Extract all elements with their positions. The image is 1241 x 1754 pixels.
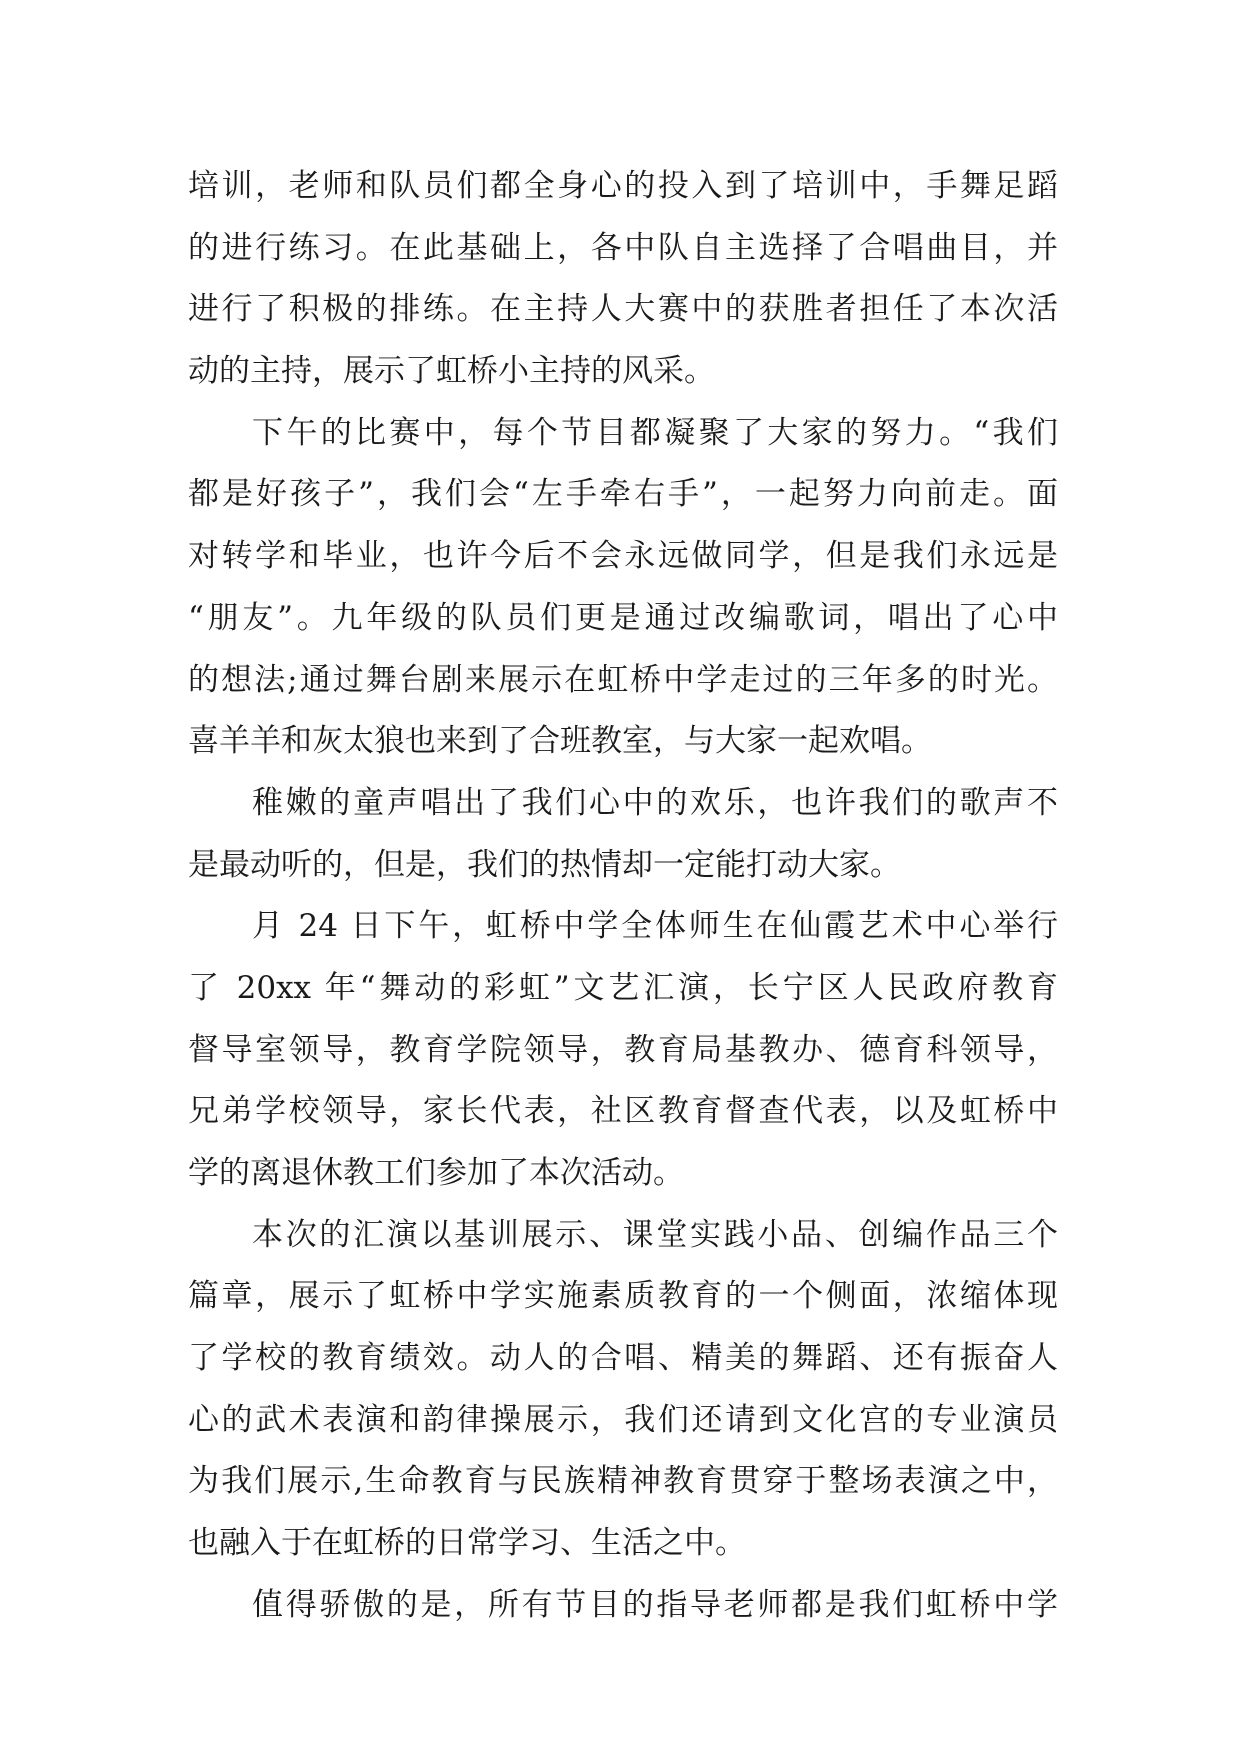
body-text: [188, 156, 1058, 1637]
text-line: 都是好孩子”，我们会“左手牵右手”，一起努力向前走。面: [188, 476, 1058, 513]
text-line: 的想法;通过舞台剧来展示在虹桥中学走过的三年多的时光。: [188, 661, 1058, 698]
text-line: 进行了积极的排练。在主持人大赛中的获胜者担任了本次活: [188, 291, 1058, 328]
text-line: 兄弟学校领导，家长代表，社区教育督查代表，以及虹桥中: [188, 1093, 1058, 1130]
text-line: 值得骄傲的是，所有节目的指导老师都是我们虹桥中学: [252, 1586, 1058, 1623]
text-line: “朋友”。九年级的队员们更是通过改编歌词，唱出了心中: [188, 599, 1058, 636]
text-line: 了学校的教育绩效。动人的合唱、精美的舞蹈、还有振奋人: [188, 1340, 1058, 1377]
text-line: 对转学和毕业，也许今后不会永远做同学，但是我们永远是: [188, 538, 1058, 575]
text-line: 月 24 日下午，虹桥中学全体师生在仙霞艺术中心举行: [252, 908, 1058, 945]
text-line: 篇章，展示了虹桥中学实施素质教育的一个侧面，浓缩体现: [188, 1278, 1058, 1315]
text-line: 也融入于在虹桥的日常学习、生活之中。: [188, 1525, 746, 1562]
text-line: 下午的比赛中，每个节目都凝聚了大家的努力。“我们: [252, 414, 1058, 451]
text-line: 培训，老师和队员们都全身心的投入到了培训中，手舞足蹈: [188, 168, 1058, 204]
text-line: 学的离退休教工们参加了本次活动。: [188, 1155, 684, 1191]
text-line: 的进行练习。在此基础上，各中队自主选择了合唱曲目，并: [188, 229, 1058, 266]
text-line: 本次的汇演以基训展示、课堂实践小品、创编作品三个: [252, 1216, 1058, 1253]
text-line: 稚嫩的童声唱出了我们心中的欢乐，也许我们的歌声不: [252, 784, 1058, 821]
text-line: 是最动听的，但是，我们的热情却一定能打动大家。: [188, 846, 901, 883]
text-line: 了 20xx 年“舞动的彩虹”文艺汇演，长宁区人民政府教育: [188, 969, 1058, 1006]
text-line: 喜羊羊和灰太狼也来到了合班教室，与大家一起欢唱。: [188, 723, 932, 760]
text-line: 动的主持，展示了虹桥小主持的风采。: [188, 353, 715, 390]
text-line: 心的武术表演和韵律操展示，我们还请到文化宫的专业演员: [188, 1401, 1058, 1438]
text-line: 为我们展示,生命教育与民族精神教育贯穿于整场表演之中，: [188, 1463, 1058, 1500]
text-line: 督导室领导，教育学院领导，教育局基教办、德育科领导，: [188, 1031, 1058, 1068]
